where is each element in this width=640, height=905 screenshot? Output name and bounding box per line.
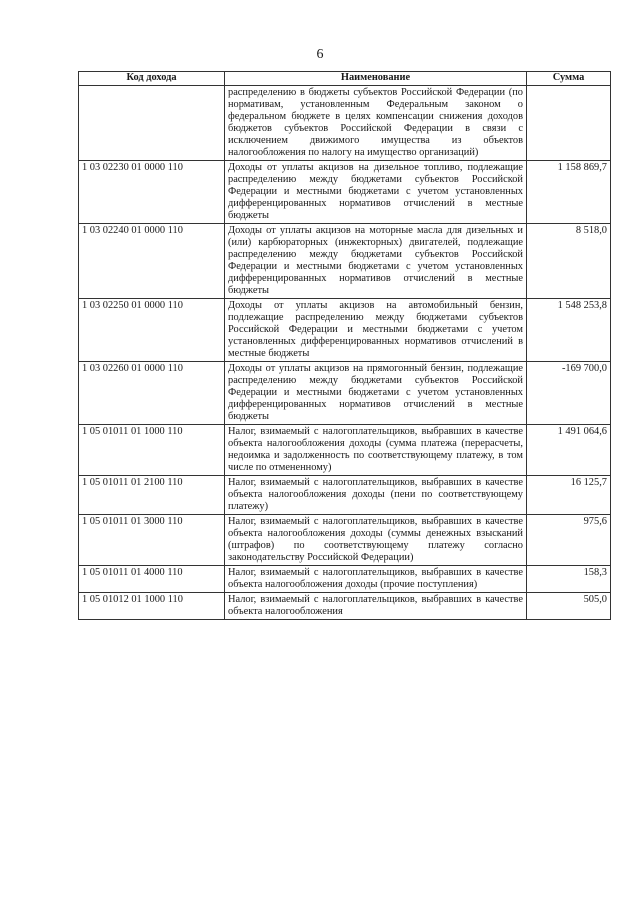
revenue-code: 1 05 01012 01 1000 110 (79, 593, 225, 620)
revenue-sum: 1 158 869,7 (527, 161, 611, 224)
revenue-name: распределению в бюджеты субъектов Российской Федерации (по нормативам, установленным Федеральным законом о федеральном бюджете в целях компенсации снижения доходов бюджетов субъектов Российской Федерации в связи с исключением движимого имущества из объектов налогообложения по налогу на имущество организаций) (225, 86, 527, 161)
table-header-row (79, 72, 611, 86)
table-row (79, 476, 611, 515)
header-sum: Сумма (527, 72, 611, 86)
revenue-code: 1 05 01011 01 2100 110 (79, 476, 225, 515)
revenue-code: 1 05 01011 01 4000 110 (79, 566, 225, 593)
revenue-sum: 975,6 (527, 515, 611, 566)
revenue-name: Доходы от уплаты акцизов на моторные масла для дизельных и (или) карбюраторных (инжекторных) двигателей, подлежащие распределению между бюджетами субъектов Российской Федерации и местными бюджетами с учетом установленных дифференцированных нормативов отчислений в местные бюджеты (225, 224, 527, 299)
revenue-sum: 1 491 064,6 (527, 425, 611, 476)
table-row (79, 593, 611, 620)
revenue-sum: -169 700,0 (527, 362, 611, 425)
revenue-sum: 16 125,7 (527, 476, 611, 515)
revenue-sum: 8 518,0 (527, 224, 611, 299)
revenue-name: Доходы от уплаты акцизов на автомобильный бензин, подлежащие распределению между бюджетами субъектов Российской Федерации и местными бюджетами с учетом установленных дифференцированных нормативов отчислений в местные бюджеты (225, 299, 527, 362)
table-row (79, 161, 611, 224)
page-number: 6 (316, 47, 324, 62)
table-row (79, 224, 611, 299)
revenue-code: 1 05 01011 01 1000 110 (79, 425, 225, 476)
revenue-name: Налог, взимаемый с налогоплательщиков, выбравших в качестве объекта налогообложения доходы (пени по соответствующему платежу) (225, 476, 527, 515)
revenue-name: Налог, взимаемый с налогоплательщиков, выбравших в качестве объекта налогообложения доходы (прочие поступления) (225, 566, 527, 593)
revenue-sum: 505,0 (527, 593, 611, 620)
revenue-code: 1 03 02250 01 0000 110 (79, 299, 225, 362)
revenue-name: Налог, взимаемый с налогоплательщиков, выбравших в качестве объекта налогообложения доходы (сумма платежа (перерасчеты, недоимка и задолженность по соответствующему платежу, в том числе по отмененному) (225, 425, 527, 476)
revenue-code: 1 05 01011 01 3000 110 (79, 515, 225, 566)
revenue-code: 1 03 02260 01 0000 110 (79, 362, 225, 425)
table-row (79, 299, 611, 362)
revenue-name: Налог, взимаемый с налогоплательщиков, выбравших в качестве объекта налогообложения доходы (суммы денежных взысканий (штрафов) по соответствующему платежу согласно законодательству Российской Федерации) (225, 515, 527, 566)
revenue-sum: 1 548 253,8 (527, 299, 611, 362)
header-name: Наименование (225, 72, 527, 86)
table-row (79, 425, 611, 476)
revenue-code: 1 03 02230 01 0000 110 (79, 161, 225, 224)
revenue-name: Доходы от уплаты акцизов на прямогонный бензин, подлежащие распределению между бюджетами субъектов Российской Федерации и местными бюджетами с учетом установленных дифференцированных нормативов отчислений в местные бюджеты (225, 362, 527, 425)
revenue-name: Доходы от уплаты акцизов на дизельное топливо, подлежащие распределению между бюджетами субъектов Российской Федерации и местными бюджетами с учетом установленных дифференцированных нормативов отчислений в местные бюджеты (225, 161, 527, 224)
revenue-code (79, 86, 225, 161)
revenue-table (78, 71, 611, 620)
table-row (79, 362, 611, 425)
table-row (79, 566, 611, 593)
table-row (79, 515, 611, 566)
revenue-name: Налог, взимаемый с налогоплательщиков, выбравших в качестве объекта налогообложения (225, 593, 527, 620)
revenue-sum: 158,3 (527, 566, 611, 593)
revenue-sum (527, 86, 611, 161)
revenue-code: 1 03 02240 01 0000 110 (79, 224, 225, 299)
table-row (79, 86, 611, 161)
header-code: Код дохода (79, 72, 225, 86)
